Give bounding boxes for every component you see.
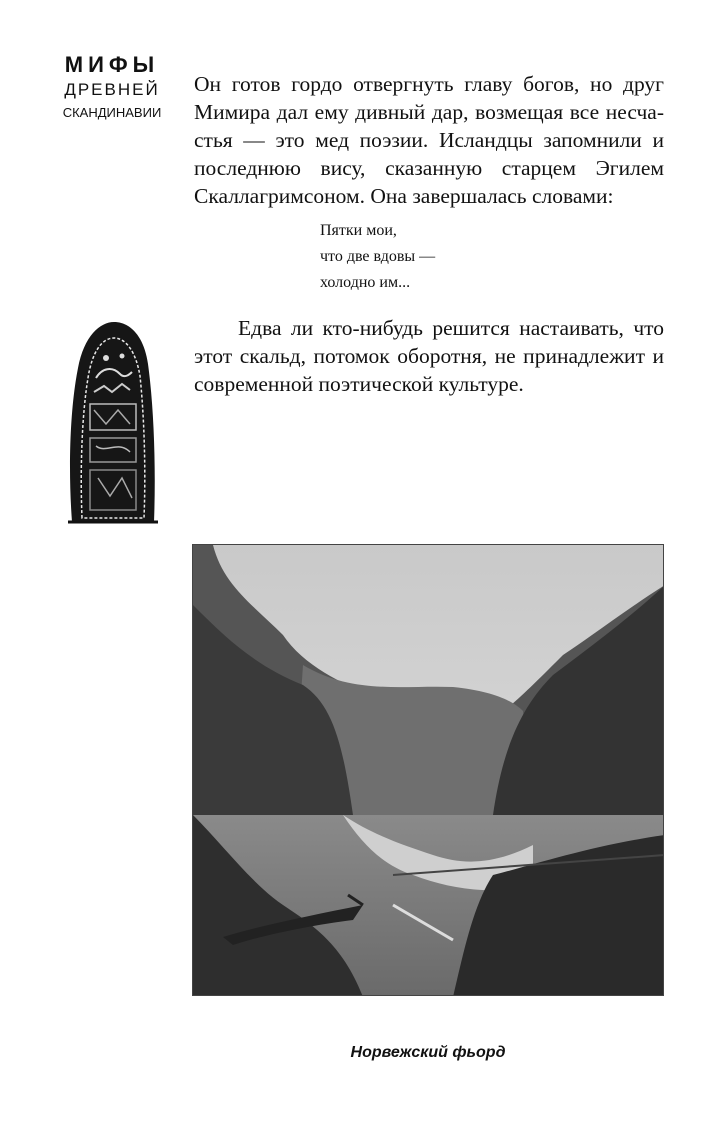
poem-verse — [320, 218, 435, 296]
photo-caption: Норвежский фьорд — [350, 1044, 506, 1061]
running-header — [62, 52, 162, 124]
paragraph-line: Едва ли кто-нибудь решится настаивать, что — [238, 316, 664, 340]
paragraph-1 — [194, 70, 664, 210]
paragraph-line: последнюю вису, сказанную старцем Эгилем — [194, 156, 664, 180]
header-line-2: ДРЕВНЕЙ — [64, 80, 160, 99]
paragraph-line: современной поэтической культуре. — [194, 372, 524, 396]
header-line-1: МИФЫ — [64, 52, 160, 77]
poem-line: Пятки мои, — [320, 222, 397, 239]
paragraph-line: Скаллагримсоном. Она завершалась словами: — [194, 184, 614, 208]
paragraph-line: Мимира дал ему дивный дар, возмещая все несча- — [194, 100, 664, 124]
paragraph-2 — [194, 314, 664, 398]
paragraph-line: этот скальд, потомок оборотня, не принадлежит и — [194, 344, 664, 368]
fjord-photo — [192, 544, 664, 996]
paragraph-line: стья — это мед поэзии. Исландцы запомнили и — [194, 128, 664, 152]
poem-line: холодно им... — [320, 274, 411, 291]
runestone-illustration — [62, 318, 162, 526]
poem-line: что две вдовы — — [320, 248, 436, 265]
header-line-3: СКАНДИНАВИИ — [62, 105, 162, 120]
paragraph-line: Он готов гордо отвергнуть главу богов, но друг — [194, 72, 664, 96]
